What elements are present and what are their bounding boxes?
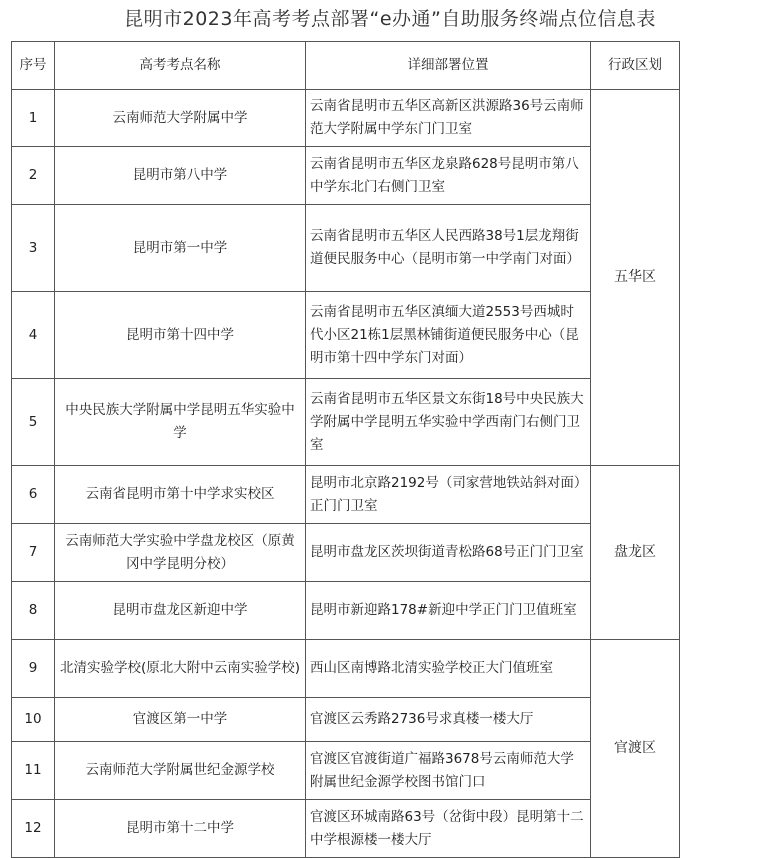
deploy-address: 云南省昆明市五华区龙泉路628号昆明市第八中学东北门右侧门卫室	[306, 147, 591, 205]
deploy-address: 云南省昆明市五华区高新区洪源路36号云南师范大学附属中学东门门卫室	[306, 90, 591, 147]
page-title: 昆明市2023年高考考点部署“e办通”自助服务终端点位信息表	[124, 8, 656, 30]
table-row	[12, 205, 680, 292]
table-row	[12, 147, 680, 205]
header-name: 高考考点名称	[55, 42, 306, 90]
header-address: 详细部署位置	[306, 42, 591, 90]
row-number: 7	[12, 524, 55, 582]
row-number: 5	[12, 379, 55, 466]
exam-site-name: 官渡区第一中学	[55, 698, 306, 742]
exam-site-name: 昆明市第十二中学	[55, 800, 306, 858]
table-header-row	[12, 42, 680, 90]
exam-site-name: 昆明市第一中学	[55, 205, 306, 292]
table-row	[12, 379, 680, 466]
header-district: 行政区划	[591, 42, 680, 90]
table-row	[12, 524, 680, 582]
deploy-address: 西山区南博路北清实验学校正大门值班室	[306, 640, 591, 698]
district-cell: 盘龙区	[591, 466, 680, 640]
header-no: 序号	[12, 42, 55, 90]
row-number: 11	[12, 742, 55, 800]
table-row	[12, 582, 680, 640]
deploy-address: 昆明市新迎路178#新迎中学正门门卫值班室	[306, 582, 591, 640]
table-row	[12, 742, 680, 800]
exam-site-name: 北清实验学校(原北大附中云南实验学校)	[55, 640, 306, 698]
table-row	[12, 640, 680, 698]
row-number: 4	[12, 292, 55, 379]
deploy-address: 昆明市北京路2192号（司家营地铁站斜对面）正门门卫室	[306, 466, 591, 524]
deploy-address: 官渡区云秀路2736号求真楼一楼大厅	[306, 698, 591, 742]
exam-site-name: 云南师范大学附属中学	[55, 90, 306, 147]
exam-site-name: 云南师范大学实验中学盘龙校区（原黄冈中学昆明分校）	[55, 524, 306, 582]
row-number: 1	[12, 90, 55, 147]
table-row	[12, 292, 680, 379]
info-table	[11, 41, 680, 858]
exam-site-name: 云南省昆明市第十中学求实校区	[55, 466, 306, 524]
exam-site-name: 昆明市第十四中学	[55, 292, 306, 379]
row-number: 9	[12, 640, 55, 698]
row-number: 8	[12, 582, 55, 640]
row-number: 3	[12, 205, 55, 292]
district-cell: 官渡区	[591, 640, 680, 858]
deploy-address: 官渡区官渡街道广福路3678号云南师范大学附属世纪金源学校图书馆门口	[306, 742, 591, 800]
exam-site-name: 中央民族大学附属中学昆明五华实验中学	[55, 379, 306, 466]
table-row	[12, 800, 680, 858]
deploy-address: 云南省昆明市五华区滇缅大道2553号西城时代小区21栋1层黑林铺街道便民服务中心（昆明市第十四中学东门对面）	[306, 292, 591, 379]
deploy-address: 云南省昆明市五华区景文东街18号中央民族大学附属中学昆明五华实验中学西南门右侧门卫室	[306, 379, 591, 466]
exam-site-name: 云南师范大学附属世纪金源学校	[55, 742, 306, 800]
row-number: 10	[12, 698, 55, 742]
exam-site-name: 昆明市第八中学	[55, 147, 306, 205]
row-number: 6	[12, 466, 55, 524]
table-row	[12, 698, 680, 742]
deploy-address: 官渡区环城南路63号（岔街中段）昆明第十二中学根源楼一楼大厅	[306, 800, 591, 858]
row-number: 2	[12, 147, 55, 205]
deploy-address: 云南省昆明市五华区人民西路38号1层龙翔街道便民服务中心（昆明市第一中学南门对面）	[306, 205, 591, 292]
district-cell: 五华区	[591, 90, 680, 466]
table-row	[12, 466, 680, 524]
row-number: 12	[12, 800, 55, 858]
deploy-address: 昆明市盘龙区茨坝街道青松路68号正门门卫室	[306, 524, 591, 582]
table-row	[12, 90, 680, 147]
exam-site-name: 昆明市盘龙区新迎中学	[55, 582, 306, 640]
